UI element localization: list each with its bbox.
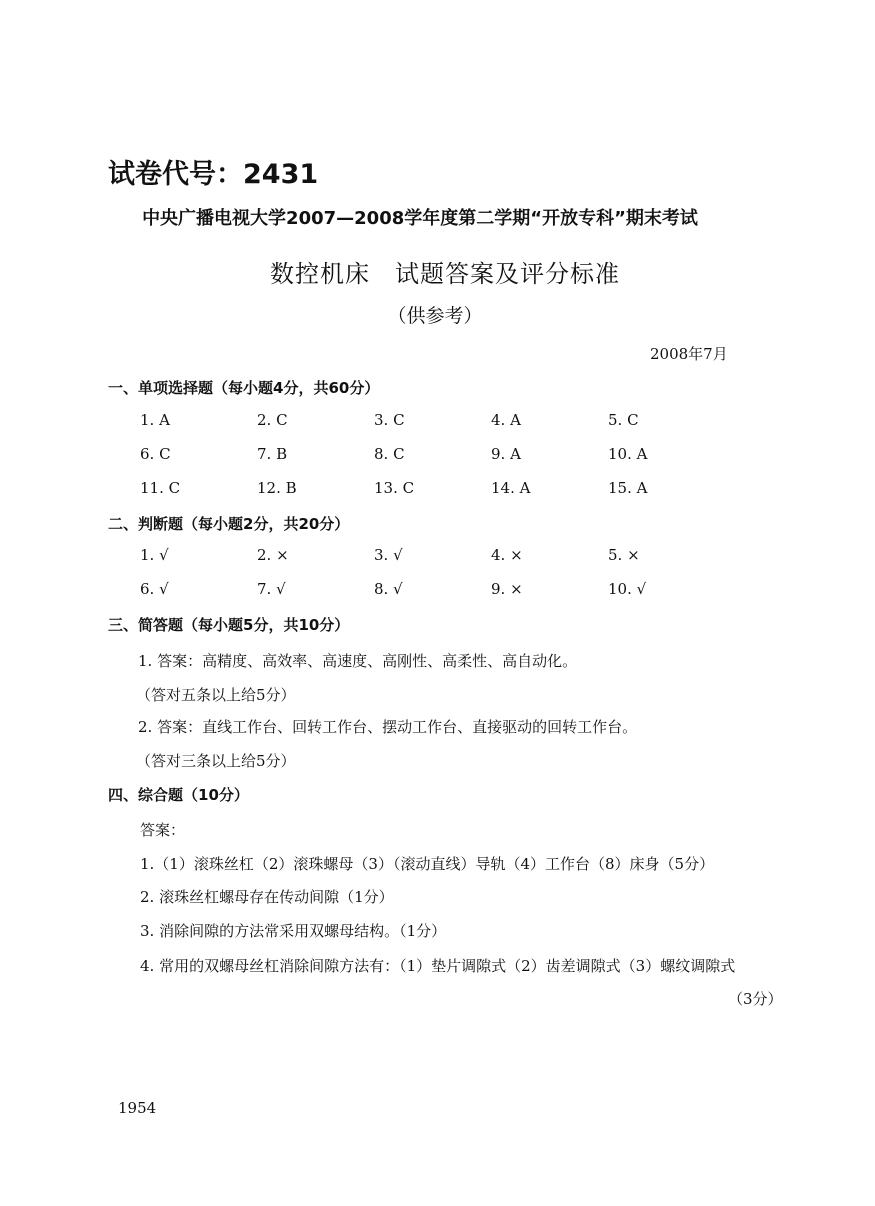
answer-cell: 10. A <box>608 445 648 463</box>
paper-code: 试卷代号：2431 <box>108 159 319 190</box>
answer-cell: 6. √ <box>140 580 169 598</box>
reference-note: （供参考） <box>387 305 483 327</box>
answer-row <box>140 538 725 572</box>
answer-cell: 9. A <box>491 445 521 463</box>
answer-cell: 4. A <box>491 411 521 429</box>
section-3-title: 三、简答题（每小题5分，共10分） <box>108 616 350 634</box>
section-1-title: 一、单项选择题（每小题4分，共60分） <box>108 379 380 397</box>
section-2-title: 二、判断题（每小题2分，共20分） <box>108 515 350 533</box>
section-1-answers <box>140 403 725 505</box>
answer-cell: 11. C <box>140 479 181 497</box>
answer-cell: 3. √ <box>374 546 403 564</box>
answer-cell: 2. × <box>257 546 289 564</box>
section-2-answers <box>140 538 725 606</box>
answer-cell: 7. B <box>257 445 288 463</box>
answer-cell: 13. C <box>374 479 415 497</box>
exam-date: 2008年7月 <box>650 345 728 363</box>
answer-cell: 5. × <box>608 546 640 564</box>
score-note: （答对五条以上给5分） <box>136 686 296 704</box>
answer-row <box>140 572 725 606</box>
answer-line: 1.（1）滚珠丝杠（2）滚珠螺母（3）（滚动直线）导轨（4）工作台（8）床身（5分） <box>140 855 715 873</box>
answer-cell: 1. A <box>140 411 170 429</box>
answer-cell: 7. √ <box>257 580 286 598</box>
exam-title: 中央广播电视大学2007—2008学年度第二学期“开放专科”期末考试 <box>142 208 698 229</box>
answer-cell: 2. C <box>257 411 288 429</box>
answer-label: 答案： <box>140 821 186 839</box>
answer-line: 3. 消除间隙的方法常采用双螺母结构。（1分） <box>140 922 447 940</box>
answer-cell: 15. A <box>608 479 648 497</box>
answer-cell: 12. B <box>257 479 297 497</box>
answer-cell: 1. √ <box>140 546 169 564</box>
answer-cell: 3. C <box>374 411 405 429</box>
answer-cell: 9. × <box>491 580 523 598</box>
answer-cell: 5. C <box>608 411 639 429</box>
answer-row <box>140 403 725 437</box>
answer-cell: 4. × <box>491 546 523 564</box>
answer-row <box>140 437 725 471</box>
answer-cell: 8. √ <box>374 580 403 598</box>
answer-line: 4. 常用的双螺母丝杠消除间隙方法有：（1）垫片调隙式（2）齿差调隙式（3）螺纹调隙式 <box>140 957 736 975</box>
score-note: （3分） <box>728 990 783 1008</box>
answer-cell: 14. A <box>491 479 531 497</box>
answer-cell: 10. √ <box>608 580 647 598</box>
answer-cell: 8. C <box>374 445 405 463</box>
section-4-title: 四、综合题（10分） <box>108 786 249 804</box>
score-note: （答对三条以上给5分） <box>136 752 296 770</box>
subject-title: 数控机床 试题答案及评分标准 <box>270 260 620 288</box>
answer-line: 1. 答案：高精度、高效率、高速度、高刚性、高柔性、高自动化。 <box>138 652 578 670</box>
answer-row <box>140 471 725 505</box>
page-number: 1954 <box>118 1099 157 1117</box>
answer-cell: 6. C <box>140 445 171 463</box>
answer-line: 2. 滚珠丝杠螺母存在传动间隙（1分） <box>140 888 394 906</box>
answer-line: 2. 答案：直线工作台、回转工作台、摆动工作台、直接驱动的回转工作台。 <box>138 718 638 736</box>
